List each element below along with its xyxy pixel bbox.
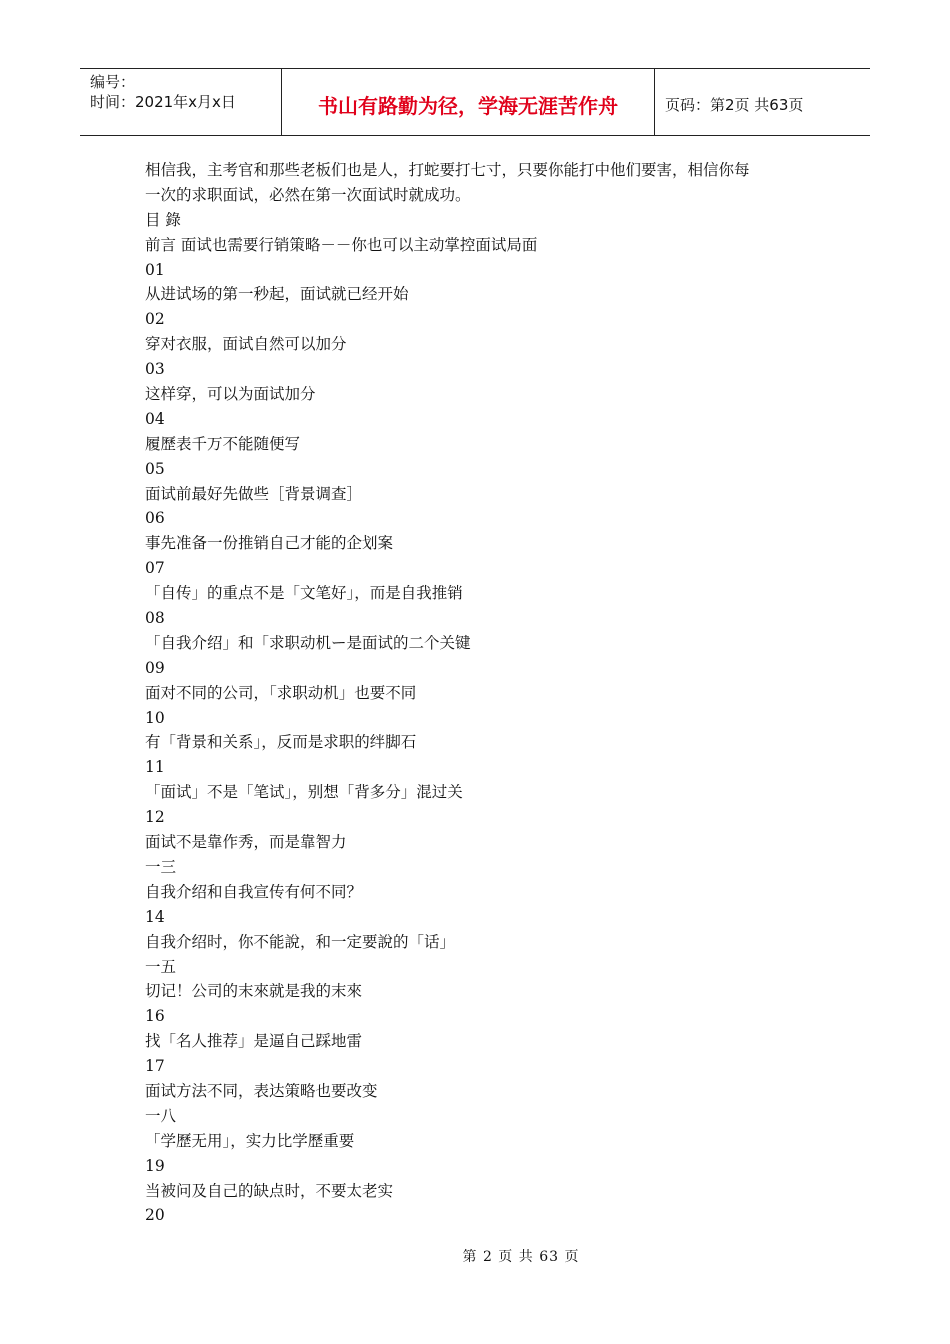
body-line: 20 — [145, 1206, 165, 1225]
page-header — [80, 68, 870, 136]
document-body — [145, 158, 825, 1228]
body-line: 一次的求职面试，必然在第一次面试时就成功。 — [145, 185, 471, 204]
body-line: 「面试」不是「笔试」，别想「背多分」混过关 — [145, 783, 463, 802]
document-number-label: 编号： — [90, 73, 136, 91]
body-line: 19 — [145, 1156, 165, 1175]
header-meta-cell — [80, 69, 282, 135]
body-line: 11 — [145, 758, 165, 777]
body-line: 03 — [145, 360, 165, 379]
body-line: 一三 — [145, 857, 177, 876]
body-line: 14 — [145, 907, 165, 926]
header-page-cell — [655, 69, 870, 135]
body-line: 这样穿，可以为面试加分 — [145, 385, 316, 404]
body-line: 穿对衣服，面试自然可以加分 — [145, 335, 347, 354]
body-line: 前言 面试也需要行销策略－－你也可以主动掌控面试局面 — [145, 235, 538, 254]
body-line: 一五 — [145, 957, 177, 976]
footer-page-number: 第 2 页 共 63 页 — [462, 1249, 580, 1265]
body-line: 面对不同的公司，「求职动机」也要不同 — [145, 683, 417, 702]
body-line: 相信我，主考官和那些老板们也是人，打蛇要打七寸，只要你能打中他们要害，相信你每 — [145, 161, 750, 179]
header-motto: 书山有路勤为径，学海无涯苦作舟 — [318, 93, 618, 118]
body-line: 当被问及自己的缺点时，不要太老实 — [145, 1181, 394, 1200]
body-line: 面试不是靠作秀，而是靠智力 — [145, 833, 347, 852]
body-line: 07 — [145, 559, 165, 578]
body-line: 事先准备一份推销自己才能的企划案 — [145, 534, 394, 553]
body-line: 05 — [145, 459, 165, 478]
body-line: 08 — [145, 609, 165, 628]
body-line: 06 — [145, 509, 165, 528]
body-line: 09 — [145, 658, 165, 677]
body-line: 从进试场的第一秒起，面试就已经开始 — [145, 285, 409, 304]
header-page-info: 页码：第2页 共63页 — [665, 95, 804, 114]
body-line: 「自传」的重点不是「文笔好」，而是自我推销 — [145, 584, 463, 603]
body-line: 一八 — [145, 1106, 177, 1125]
header-motto-cell — [282, 69, 655, 135]
body-line: 履歷表千万不能随便写 — [145, 434, 301, 453]
body-line: 「自我介绍」和「求职动机ー是面试的二个关键 — [145, 633, 471, 652]
body-line: 16 — [145, 1007, 165, 1026]
body-line: 找「名人推荐」是逼自己踩地雷 — [145, 1032, 363, 1051]
body-line: 面试方法不同，表达策略也要改变 — [145, 1081, 378, 1100]
body-line: 17 — [145, 1057, 165, 1076]
body-line: 有「背景和关系」，反而是求职的绊脚石 — [145, 733, 417, 752]
body-line: 04 — [145, 409, 165, 428]
body-line: 「学歷无用」，实力比学歷重要 — [145, 1131, 355, 1150]
page-footer — [0, 1246, 950, 1266]
body-line: 自我介绍和自我宣传有何不同？ — [145, 882, 363, 901]
body-line: 10 — [145, 708, 165, 727]
body-line: 01 — [145, 260, 165, 279]
document-date: 时间：2021年x月x日 — [90, 93, 236, 111]
body-line: 面试前最好先做些［背景调查］ — [145, 484, 363, 503]
body-line: 12 — [145, 808, 165, 827]
body-line: 自我介绍时，你不能說，和一定要說的「话」 — [145, 932, 456, 951]
body-line: 目 錄 — [145, 210, 181, 229]
body-line: 02 — [145, 310, 165, 329]
body-line: 切记！公司的末來就是我的末來 — [145, 982, 363, 1001]
